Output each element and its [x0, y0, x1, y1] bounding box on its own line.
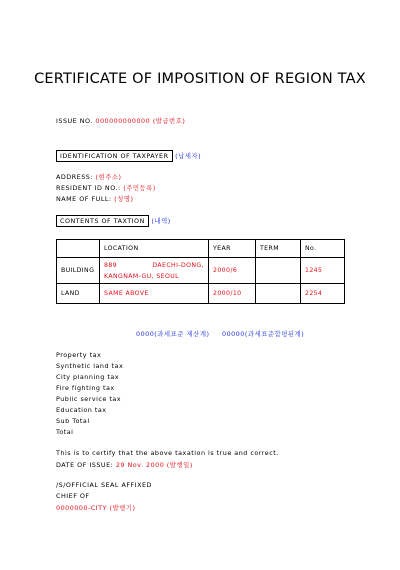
number-cell: 1245 [301, 258, 345, 284]
full-name-label: NAME OF FULL: [56, 195, 112, 203]
full-name-line [56, 194, 134, 203]
table-row [57, 284, 345, 304]
table-header-cell: YEAR [209, 240, 256, 258]
issue-number-label: ISSUE NO. [56, 117, 93, 125]
tax-item: Total [56, 428, 74, 436]
contents-box-label: CONTENTS OF TAXTION [56, 215, 149, 227]
tax-item: Synthetic land tax [56, 362, 124, 370]
location-district: KANGNAM-GU, SEOUL [104, 272, 180, 280]
row-type-cell: LAND [57, 284, 100, 304]
tax-item: Public service tax [56, 395, 122, 403]
tax-item: Property tax [56, 351, 102, 359]
term-cell [256, 258, 301, 284]
address-value: (현주소) [95, 173, 122, 181]
tax-item: Fire fighting tax [56, 384, 115, 392]
issue-date-line [56, 460, 193, 469]
tax-item: City planning tax [56, 373, 120, 381]
issue-date-value: 29 Nov. 2000 (발행일) [115, 461, 193, 469]
location-number: 889 [104, 261, 118, 269]
total-base-left: 0000(과세표준 제산계) [136, 330, 210, 338]
tax-item: Education tax [56, 406, 107, 414]
taxpayer-box-label: IDENTIFICATION OF TAXPAYER [56, 150, 173, 162]
taxpayer-section-heading [56, 150, 201, 162]
seal-line: /S/OFFICIAL SEAL AFFIXED [56, 481, 152, 489]
contents-kr-label: (내역) [151, 217, 171, 225]
resident-id-line [56, 183, 156, 192]
table-header-cell [57, 240, 100, 258]
resident-id-label: RESIDENT ID NO.: [56, 184, 121, 192]
term-cell [256, 284, 301, 304]
full-name-value: (성명) [114, 195, 134, 203]
total-base-right: 00000(과세표준합평된계) [222, 330, 305, 338]
page-title: CERTIFICATE OF IMPOSITION OF REGION TAX [34, 71, 366, 87]
location-cell: SAME ABOVE [100, 284, 209, 304]
taxation-table [56, 239, 345, 304]
table-header-cell: No. [301, 240, 345, 258]
address-line [56, 172, 122, 181]
location-dong: DAECHI-DONG, [152, 261, 204, 269]
certification-statement: This is to certify that the above taxation is true and correct. [56, 449, 279, 457]
issue-number-value: 000000000000 (발급번호) [95, 117, 186, 125]
issuing-city: 0000000-CITY (발행기) [56, 504, 136, 512]
row-type-cell: BUILDING [57, 258, 100, 284]
resident-id-value: (주민등록) [123, 184, 156, 192]
address-label: ADDRESS: [56, 173, 93, 181]
table-header-row [57, 240, 345, 258]
issue-number-line [56, 116, 185, 125]
table-header-cell: TERM [256, 240, 301, 258]
taxpayer-kr-label: (납세자) [175, 152, 202, 160]
chief-line: CHIEF OF [56, 492, 90, 500]
year-cell: 2000/10 [209, 284, 256, 304]
year-cell: 2000/6 [209, 258, 256, 284]
location-cell [100, 258, 209, 284]
contents-section-heading [56, 215, 171, 227]
table-row [57, 258, 345, 284]
number-cell: 2254 [301, 284, 345, 304]
issue-date-label: DATE OF ISSUE: [56, 461, 114, 469]
tax-item: Sub Total [56, 417, 90, 425]
table-header-cell: LOCATION [100, 240, 209, 258]
